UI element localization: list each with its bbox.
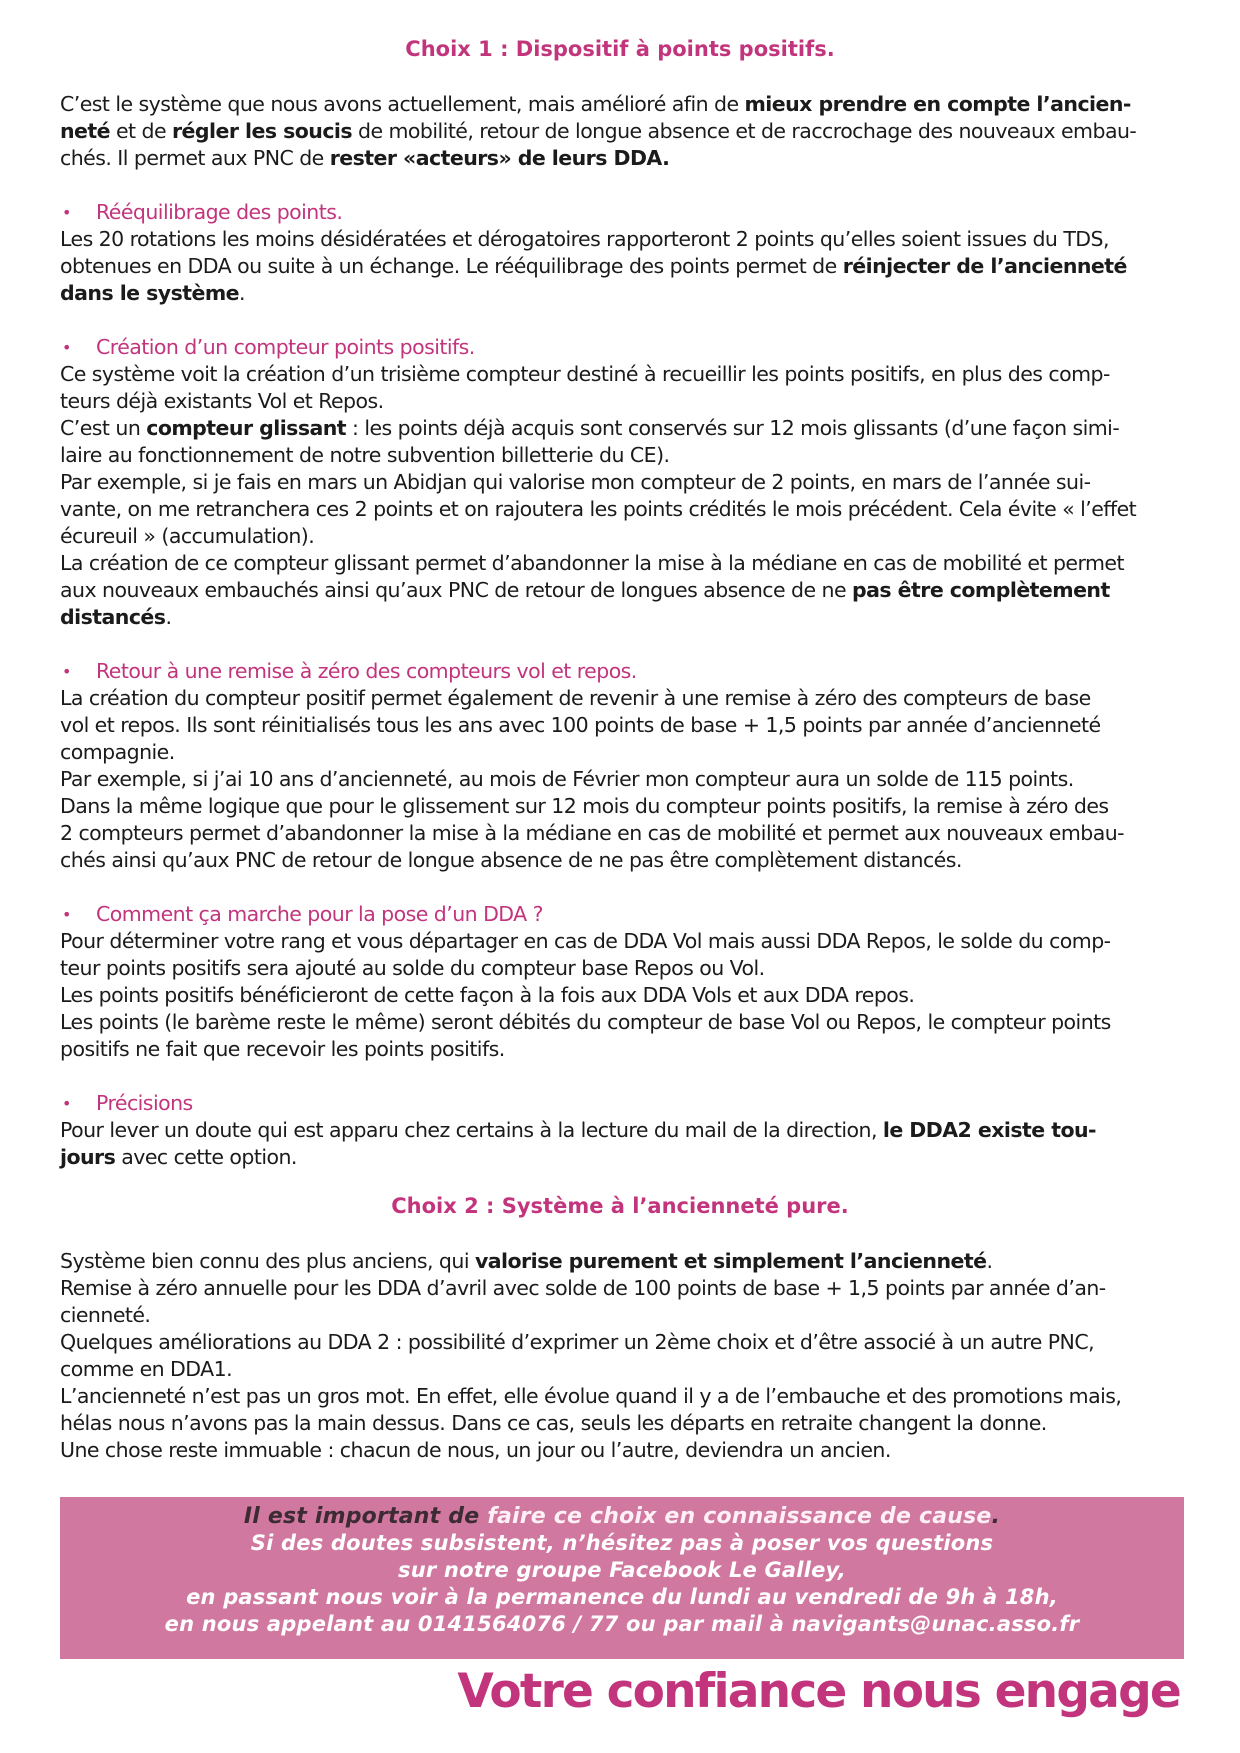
- paragraph: [60, 1275, 1180, 1329]
- text: Les points (le barème reste le même) seront débités du compteur de base Vol ou Repos, le compteur points: [60, 1010, 1111, 1034]
- choix2-body: [60, 1248, 1180, 1464]
- bullet-icon: •: [62, 203, 71, 222]
- bold-text: réinjecter de l’ancienneté: [842, 254, 1127, 278]
- text: 2 compteurs permet d’abandonner la mise à la médiane en cas de mobilité et permet aux nouveaux embau-: [60, 821, 1125, 845]
- text: La création de ce compteur glissant permet d’abandonner la mise à la médiane en cas de mobilité et permet: [60, 551, 1124, 575]
- paragraph: [60, 1117, 1180, 1171]
- bullet-icon: •: [62, 1094, 71, 1113]
- text: Dans la même logique que pour le glissement sur 12 mois du compteur points positifs, la remise à zéro des: [60, 794, 1109, 818]
- paragraph: [60, 1329, 1180, 1383]
- paragraph: [60, 226, 1180, 307]
- slogan: Votre confiance nous engage: [457, 1664, 1180, 1719]
- paragraph: [60, 1437, 1180, 1464]
- paragraph: [60, 982, 1180, 1009]
- choix1-intro: [60, 91, 1180, 172]
- banner-line-2: [60, 1530, 1184, 1557]
- text: C’est un: [60, 416, 147, 440]
- text: positifs ne fait que recevoir les points positifs.: [60, 1037, 505, 1061]
- section-title-text: Rééquilibrage des points.: [96, 200, 343, 224]
- banner-line-1-start: Il est important de: [243, 1504, 488, 1529]
- bullet-icon: •: [62, 338, 71, 357]
- section-title-text: Création d’un compteur points positifs.: [96, 335, 475, 359]
- bold-text: rester «acteurs» de leurs DDA.: [329, 146, 670, 170]
- paragraph: [60, 469, 1180, 550]
- banner-line-3: sur notre groupe Facebook Le Galley,: [398, 1558, 846, 1582]
- banner-line-2-start: Si des doutes subsistent,: [250, 1531, 563, 1555]
- text: teur points positifs sera ajouté au solde du compteur base Repos ou Vol.: [60, 956, 765, 980]
- section-title: [60, 199, 1180, 226]
- section-title: [60, 334, 1180, 361]
- bold-text: pas être complètement: [852, 578, 1110, 602]
- text: hélas nous n’avons pas la main dessus. Dans ce cas, seuls les départs en retraite changent la donne.: [60, 1411, 1047, 1435]
- paragraph: [60, 928, 1180, 982]
- section: [60, 1090, 1180, 1171]
- text: L’ancienneté n’est pas un gros mot. En effet, elle évolue quand il y a de l’embauche et des promotions mais,: [60, 1384, 1122, 1408]
- bullet-icon: •: [62, 905, 71, 924]
- bold-text: distancés: [60, 605, 166, 629]
- text: Une chose reste immuable : chacun de nous, un jour ou l’autre, deviendra un ancien.: [60, 1438, 891, 1462]
- text: Les 20 rotations les moins désidératées et dérogatoires rapporteront 2 points qu’elles soient issues du TDS,: [60, 227, 1109, 251]
- section-title-text: Retour à une remise à zéro des compteurs vol et repos.: [96, 659, 637, 683]
- text: et de: [110, 119, 172, 143]
- bold-text: compteur glissant: [146, 416, 347, 440]
- banner-line-5: en nous appelant au 0141564076 / 77 ou par mail à navigants@unac.asso.fr: [164, 1612, 1080, 1636]
- text: avec cette option.: [115, 1145, 297, 1169]
- bold-text: dans le système: [60, 281, 239, 305]
- paragraph: [60, 685, 1180, 766]
- bold-text: mieux prendre en compte l’ancien-: [744, 92, 1131, 116]
- text: de mobilité, retour de longue absence et de raccrochage des nouveaux embau-: [352, 119, 1137, 143]
- text: chés. Il permet aux PNC de: [60, 146, 330, 170]
- text: vante, on me retranchera ces 2 points et on rajoutera les points crédités le mois précédent. Cela évite « l’effet: [60, 497, 1137, 521]
- text: .: [165, 605, 172, 629]
- text: Pour lever un doute qui est apparu chez certains à la lecture du mail de la direction,: [60, 1118, 883, 1142]
- section: [60, 658, 1180, 874]
- text: laire au fonctionnement de notre subvention billetterie du CE).: [60, 443, 670, 467]
- choix1-sections: [60, 199, 1180, 1171]
- text: teurs déjà existants Vol et Repos.: [60, 389, 384, 413]
- paragraph: [60, 550, 1180, 631]
- text: Par exemple, si je fais en mars un Abidjan qui valorise mon compteur de 2 points, en mars de l’année sui-: [60, 470, 1091, 494]
- info-banner: [60, 1497, 1184, 1659]
- choix1-title: Choix 1 : Dispositif à points positifs.: [405, 37, 835, 61]
- banner-line-1-highlight: faire ce choix en connaissance de cause: [487, 1504, 992, 1529]
- text: chés ainsi qu’aux PNC de retour de longue absence de ne pas être complètement distancés.: [60, 848, 962, 872]
- bold-text: régler les soucis: [172, 119, 353, 143]
- banner-line-4: en passant nous voir à la permanence du lundi au vendredi de 9h à 18h,: [186, 1585, 1058, 1609]
- section: [60, 199, 1180, 307]
- text: vol et repos. Ils sont réinitialisés tous les ans avec 100 points de base + 1,5 points par année d’ancienneté: [60, 713, 1101, 737]
- document-content: [60, 34, 1180, 1464]
- paragraph: [60, 1009, 1180, 1063]
- text: C’est le système que nous avons actuellement, mais amélioré afin de: [60, 92, 745, 116]
- bold-text: jours: [60, 1145, 116, 1169]
- paragraph: [60, 415, 1180, 469]
- text: La création du compteur positif permet également de revenir à une remise à zéro des compteurs de base: [60, 686, 1091, 710]
- bullet-icon: •: [62, 662, 71, 681]
- text: comme en DDA1.: [60, 1357, 233, 1381]
- text: Ce système voit la création d’un trisième compteur destiné à recueillir les points positifs, en plus des comp-: [60, 362, 1110, 386]
- bold-text: le DDA2 existe tou-: [882, 1118, 1096, 1142]
- text: Les points positifs bénéficieront de cette façon à la fois aux DDA Vols et aux DDA repos.: [60, 983, 915, 1007]
- text: Pour déterminer votre rang et vous départager en cas de DDA Vol mais aussi DDA Repos, le solde du comp-: [60, 929, 1111, 953]
- text: écureuil » (accumulation).: [60, 524, 315, 548]
- text: .: [239, 281, 245, 305]
- paragraph: [60, 1383, 1180, 1437]
- paragraph: [60, 361, 1180, 415]
- text: cienneté.: [60, 1303, 151, 1327]
- bold-text: valorise purement et simplement l’ancienneté: [474, 1249, 987, 1273]
- paragraph: [60, 793, 1180, 874]
- text: aux nouveaux embauchés ainsi qu’aux PNC de retour de longues absence de ne: [60, 578, 853, 602]
- choix2-title: Choix 2 : Système à l’ancienneté pure.: [391, 1194, 849, 1218]
- banner-line-1: [60, 1503, 1184, 1530]
- text: Quelques améliorations au DDA 2 : possibilité d’exprimer un 2ème choix et d’être associé à un autre PNC,: [60, 1330, 1095, 1354]
- text: Système bien connu des plus anciens, qui: [60, 1249, 475, 1273]
- section: [60, 901, 1180, 1063]
- text: .: [986, 1249, 993, 1273]
- banner-line-1-end: .: [991, 1504, 1001, 1529]
- bold-text: neté: [60, 119, 111, 143]
- text: compagnie.: [60, 740, 175, 764]
- text: Par exemple, si j’ai 10 ans d’ancienneté, au mois de Février mon compteur aura un solde de 115 points.: [60, 767, 1074, 791]
- text: obtenues en DDA ou suite à un échange. Le rééquilibrage des points permet de: [60, 254, 843, 278]
- section-title-text: Comment ça marche pour la pose d’un DDA ?: [96, 902, 543, 926]
- paragraph: [60, 1248, 1180, 1275]
- text: : les points déjà acquis sont conservés sur 12 mois glissants (d’une façon simi-: [346, 416, 1120, 440]
- banner-line-2-highlight: n’hésitez pas à poser vos questions: [562, 1531, 994, 1555]
- text: Remise à zéro annuelle pour les DDA d’avril avec solde de 100 points de base + 1,5 points par année d’an-: [60, 1276, 1106, 1300]
- section-title: [60, 658, 1180, 685]
- section: [60, 334, 1180, 631]
- section-title: [60, 901, 1180, 928]
- section-title-text: Précisions: [96, 1091, 193, 1115]
- paragraph: [60, 766, 1180, 793]
- section-title: [60, 1090, 1180, 1117]
